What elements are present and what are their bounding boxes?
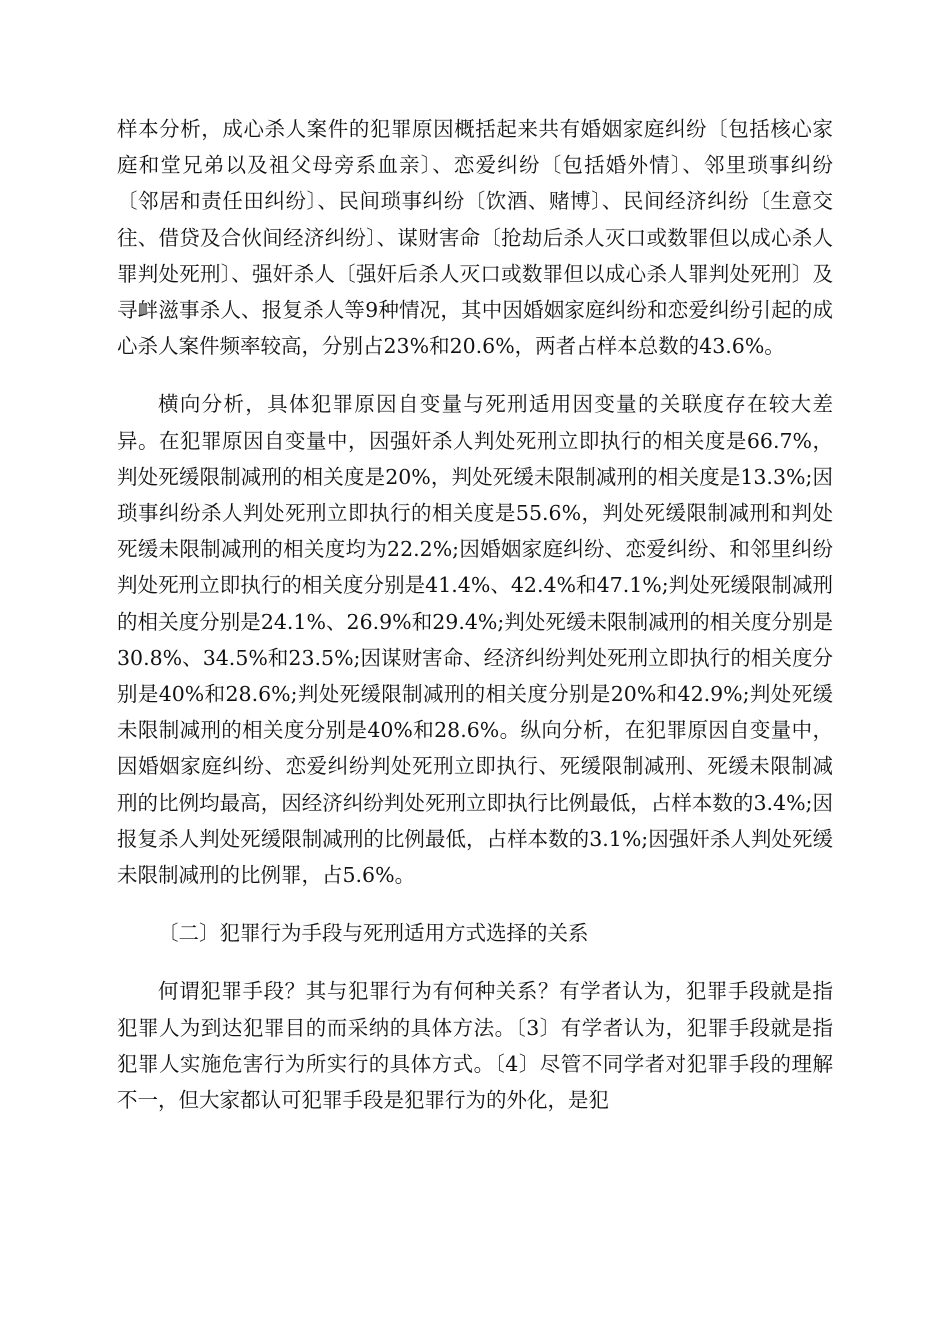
paragraph-crime-means: 何谓犯罪手段？其与犯罪行为有何种关系？有学者认为，犯罪手段就是指犯罪人为到达犯罪目的而采纳的具体方法。〔3〕有学者认为，犯罪手段就是指犯罪人实施危害行为所实行的具体方式。〔4〕尽管不同学者对犯罪手段的理解不一，但大家都认可犯罪手段是犯罪行为的外化，是犯	[117, 979, 833, 1113]
section-heading: 〔二〕犯罪行为手段与死刑适用方式选择的关系	[158, 921, 589, 946]
paragraph-sample-analysis: 样本分析，成心杀人案件的犯罪原因概括起来共有婚姻家庭纠纷〔包括核心家庭和堂兄弟以及祖父母旁系血亲〕、恋爱纠纷〔包括婚外情〕、邻里琐事纠纷〔邻居和责任田纠纷〕、民间琐事纠纷〔饮酒、赌博〕、民间经济纠纷〔生意交往、借贷及合伙间经济纠纷〕、谋财害命〔抢劫后杀人灭口或数罪但以成心杀人罪判处死刑〕、强奸杀人〔强奸后杀人灭口或数罪但以成心杀人罪判处死刑〕及寻衅滋事杀人、报复杀人等9种情况，其中因婚姻家庭纠纷和恋爱纠纷引起的成心杀人案件频率较高，分别占23%和20.6%，两者占样本总数的43.6%。	[117, 117, 833, 359]
paragraph-gap	[117, 951, 833, 973]
paragraph-gap	[117, 364, 833, 386]
paragraph-gap	[117, 893, 833, 915]
paragraph-horizontal-analysis: 横向分析，具体犯罪原因自变量与死刑适用因变量的关联度存在较大差异。在犯罪原因自变量中，因强奸杀人判处死刑立即执行的相关度是66.7%，判处死缓限制减刑的相关度是20%，判处死缓未限制减刑的相关度是13.3%;因琐事纠纷杀人判处死刑立即执行的相关度是55.6%，判处死缓限制减刑和判处死缓未限制减刑的相关度均为22.2%;因婚姻家庭纠纷、恋爱纠纷、和邻里纠纷判处死刑立即执行的相关度分别是41.4%、42.4%和47.1%;判处死缓限制减刑的相关度分别是24.1%、26.9%和29.4%;判处死缓未限制减刑的相关度分别是30.8%、34.5%和23.5%;因谋财害命、经济纠纷判处死刑立即执行的相关度分别是40%和28.6%;判处死缓限制减刑的相关度分别是20%和42.9%;判处死缓未限制减刑的相关度分别是40%和28.6%。纵向分析，在犯罪原因自变量中，因婚姻家庭纠纷、恋爱纠纷判处死刑立即执行、死缓限制减刑、死缓未限制减刑的比例均最高，因经济纠纷判处死刑立即执行比例最低，占样本数的3.4%;因报复杀人判处死缓限制减刑的比例最低，占样本数的3.1%;因强奸杀人判处死缓未限制减刑的比例罪，占5.6%。	[117, 392, 833, 888]
document-page	[117, 111, 833, 1118]
